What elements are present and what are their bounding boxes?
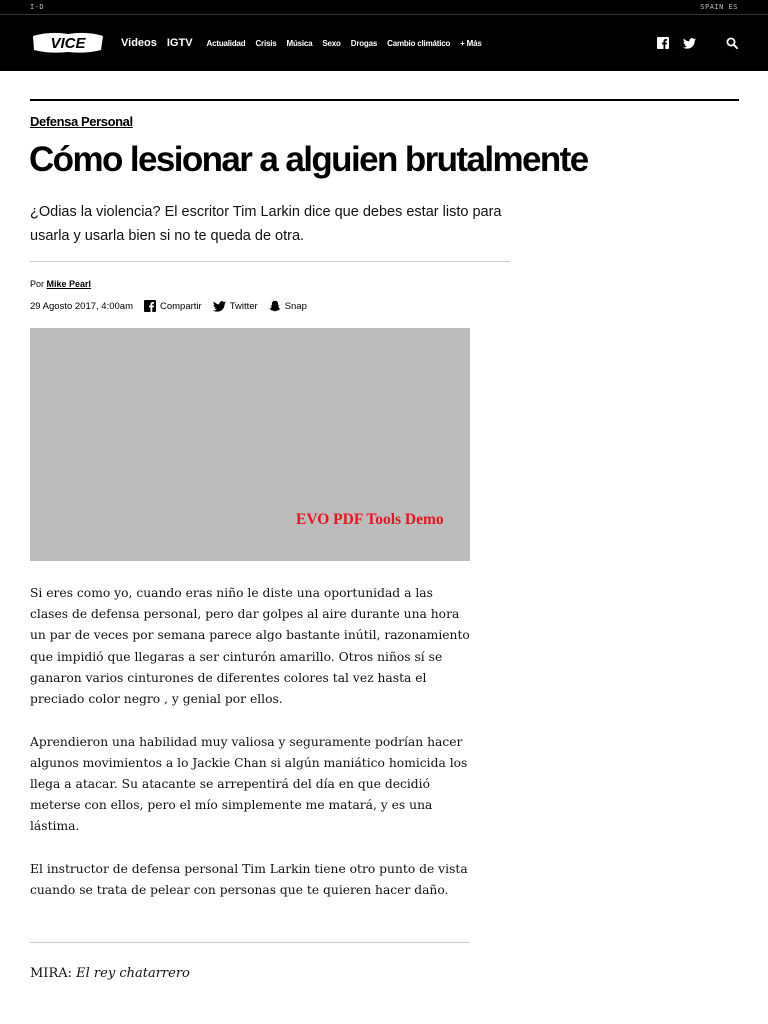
vice-logo[interactable] <box>30 30 106 56</box>
byline-prefix: Por <box>30 279 45 289</box>
snapchat-icon <box>269 300 281 312</box>
header-divider <box>30 99 739 101</box>
nav-drogas[interactable]: Drogas <box>350 38 378 48</box>
author-link[interactable]: Mike Pearl <box>46 279 92 289</box>
nav-actualidad[interactable]: Actualidad <box>206 38 246 48</box>
search-icon[interactable] <box>726 37 738 49</box>
watermark: EVO PDF Tools Demo <box>296 511 444 528</box>
share-facebook-button[interactable] <box>144 300 202 312</box>
article-title: Cómo lesionar a alguien brutalmente <box>29 140 588 179</box>
nav-cambio-climatico[interactable]: Cambio climático <box>387 38 451 48</box>
related-video-link[interactable]: El rey chatarrero <box>76 966 190 981</box>
main-nav <box>0 15 768 71</box>
related-video-label: MIRA: <box>30 966 73 981</box>
byline <box>30 279 91 289</box>
vice-logo-mark <box>30 31 106 55</box>
top-strip-left-link[interactable]: I-D <box>30 3 45 11</box>
nav-mas[interactable]: + Más <box>460 38 482 48</box>
share-twitter-button[interactable] <box>213 301 258 312</box>
facebook-icon <box>144 300 156 312</box>
article-dek: ¿Odias la violencia? El escritor Tim Larkin dice que debes estar listo para usarla y usarla bien si no te queda de otra. <box>30 204 502 244</box>
region-selector[interactable]: SPAIN ES <box>700 3 738 11</box>
nav-musica[interactable]: Música <box>286 38 313 48</box>
article-body <box>30 583 472 923</box>
share-snap-label: Snap <box>284 300 307 312</box>
hero-image-placeholder <box>30 328 470 561</box>
facebook-icon[interactable] <box>657 37 669 49</box>
section-link[interactable]: Defensa Personal <box>30 114 133 129</box>
body-paragraph: Si eres como yo, cuando eras niño le diste una oportunidad a las clases de defensa personal, pero dar golpes al aire durante una hora un par de veces por semana parece algo bastante inútil, razonamiento que impidió que llegaras a ser cinturón amarillo. Otros niños sí se ganaron varios cinturones de diferentes colores tal vez hasta el preciado color negro , y genial por ellos. <box>30 586 470 707</box>
nav-social-icons <box>643 15 738 71</box>
share-facebook-label: Compartir <box>160 300 202 312</box>
dek-divider <box>30 261 510 262</box>
top-strip <box>0 0 768 15</box>
nav-crisis[interactable]: Crisis <box>255 38 277 48</box>
nav-igtv[interactable]: IGTV <box>166 37 193 49</box>
body-divider <box>30 942 470 943</box>
publish-date: 29 Agosto 2017, 4:00am <box>30 300 133 312</box>
twitter-icon[interactable] <box>683 38 696 49</box>
share-twitter-label: Twitter <box>229 300 258 312</box>
body-paragraph: El instructor de defensa personal Tim Larkin tiene otro punto de vista cuando se trata de pelear con personas que te quieren hacer daño. <box>30 861 468 898</box>
twitter-icon <box>213 301 226 312</box>
article-meta <box>30 299 307 313</box>
body-paragraph: Aprendieron una habilidad muy valiosa y seguramente podrían hacer algunos movimientos a lo Jackie Chan si algún maniático homicida los llega a atacar. Su atacante se arrepentirá del día en que decidió meterse con ellos, pero el mío simplemente me matará, y es una lástima. <box>30 734 468 834</box>
nav-sexo[interactable]: Sexo <box>322 38 341 48</box>
nav-videos[interactable]: Videos <box>121 37 157 49</box>
share-snap-button[interactable] <box>269 300 307 312</box>
vice-logo-text: VICE <box>50 35 86 52</box>
related-video <box>30 966 190 981</box>
